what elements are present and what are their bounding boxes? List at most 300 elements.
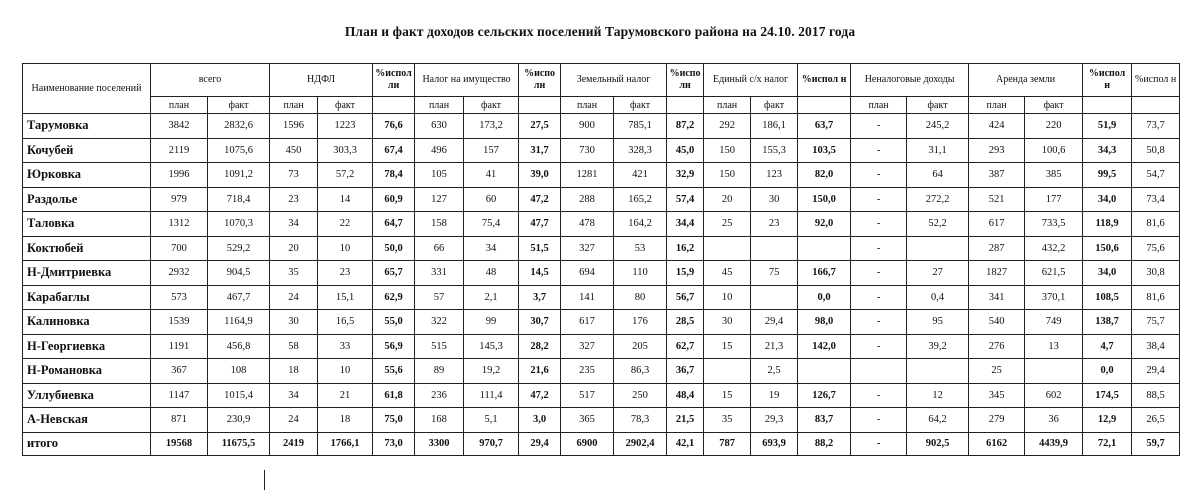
table-row <box>23 163 1180 188</box>
table-cell: 164,2 <box>614 212 667 237</box>
table-cell: 34 <box>464 236 519 261</box>
table-cell: 29,3 <box>751 408 798 433</box>
table-cell: 98,0 <box>798 310 851 335</box>
sub-fact: факт <box>751 97 798 114</box>
table-cell: 63,7 <box>798 114 851 139</box>
sub-empty <box>1083 97 1132 114</box>
table-cell: 47,2 <box>519 187 561 212</box>
header-pct-agri: %испол н <box>798 64 851 97</box>
table-cell: 220 <box>1025 114 1083 139</box>
table-cell: 14,5 <box>519 261 561 286</box>
sub-empty <box>1132 97 1180 114</box>
table-cell: 73,0 <box>373 432 415 455</box>
table-cell: 12 <box>907 383 969 408</box>
table-cell: 10 <box>704 285 751 310</box>
table-cell: 288 <box>561 187 614 212</box>
table-cell: 23 <box>751 212 798 237</box>
sub-fact: факт <box>907 97 969 114</box>
table-row <box>23 187 1180 212</box>
table-cell: 621,5 <box>1025 261 1083 286</box>
table-cell: 785,1 <box>614 114 667 139</box>
table-cell: 293 <box>969 138 1025 163</box>
table-cell: - <box>851 236 907 261</box>
table-cell: 733,5 <box>1025 212 1083 237</box>
table-cell: 19,2 <box>464 359 519 384</box>
table-cell: 367 <box>151 359 208 384</box>
table-cell: 150 <box>704 163 751 188</box>
header-total-income: всего <box>151 64 270 97</box>
table-cell: 31,1 <box>907 138 969 163</box>
table-cell: 57,4 <box>667 187 704 212</box>
sub-empty <box>667 97 704 114</box>
sub-empty <box>519 97 561 114</box>
table-cell: 2419 <box>270 432 318 455</box>
table-cell: 749 <box>1025 310 1083 335</box>
table-cell: 34 <box>270 212 318 237</box>
table-cell: 28,5 <box>667 310 704 335</box>
table-cell: 60,9 <box>373 187 415 212</box>
table-cell: 95 <box>907 310 969 335</box>
table-cell: 16,5 <box>318 310 373 335</box>
settlement-name: Тарумовка <box>23 114 151 139</box>
table-cell: 21 <box>318 383 373 408</box>
table-row <box>23 236 1180 261</box>
header-row-sub <box>23 97 1180 114</box>
table-cell: 245,2 <box>907 114 969 139</box>
table-cell: 76,6 <box>373 114 415 139</box>
table-cell: 1827 <box>969 261 1025 286</box>
table-cell: - <box>851 432 907 455</box>
table-cell: 1091,2 <box>208 163 270 188</box>
table-cell <box>1025 359 1083 384</box>
table-cell: 1015,4 <box>208 383 270 408</box>
table-cell: 1996 <box>151 163 208 188</box>
table-cell: 64 <box>907 163 969 188</box>
table-cell: 25 <box>969 359 1025 384</box>
header-property-tax: Налог на имущество <box>415 64 519 97</box>
table-cell: 3300 <box>415 432 464 455</box>
table-cell: 73,4 <box>1132 187 1180 212</box>
scan-mark <box>264 470 265 490</box>
table-cell: 158 <box>415 212 464 237</box>
header-non-tax-income: Неналоговые доходы <box>851 64 969 97</box>
table-cell: 1539 <box>151 310 208 335</box>
table-row <box>23 310 1180 335</box>
table-cell: 902,5 <box>907 432 969 455</box>
table-row <box>23 359 1180 384</box>
table-cell: 21,5 <box>667 408 704 433</box>
table-row <box>23 383 1180 408</box>
settlement-name: Карабаглы <box>23 285 151 310</box>
table-cell: 80 <box>614 285 667 310</box>
table-cell: 205 <box>614 334 667 359</box>
table-cell: - <box>851 310 907 335</box>
table-cell <box>907 359 969 384</box>
table-cell: 27 <box>907 261 969 286</box>
table-cell: 6900 <box>561 432 614 455</box>
table-cell: 88,2 <box>798 432 851 455</box>
table-cell: 730 <box>561 138 614 163</box>
table-row <box>23 138 1180 163</box>
table-cell: 29,4 <box>1132 359 1180 384</box>
table-cell: 421 <box>614 163 667 188</box>
table-cell: 27,5 <box>519 114 561 139</box>
table-cell: 75,7 <box>1132 310 1180 335</box>
table-cell: 126,7 <box>798 383 851 408</box>
table-cell: 89 <box>415 359 464 384</box>
table-cell: 56,9 <box>373 334 415 359</box>
table-cell <box>851 359 907 384</box>
table-cell: 456,8 <box>208 334 270 359</box>
sub-fact: факт <box>614 97 667 114</box>
table-cell: 19568 <box>151 432 208 455</box>
table-cell: 3842 <box>151 114 208 139</box>
table-cell: 365 <box>561 408 614 433</box>
table-cell: 230,9 <box>208 408 270 433</box>
table-cell: 279 <box>969 408 1025 433</box>
table-cell: 871 <box>151 408 208 433</box>
table-cell: 24 <box>270 285 318 310</box>
table-cell: 385 <box>1025 163 1083 188</box>
table-cell: 328,3 <box>614 138 667 163</box>
settlement-name: Н-Дмитриевка <box>23 261 151 286</box>
table-cell: 166,7 <box>798 261 851 286</box>
table-cell: 515 <box>415 334 464 359</box>
table-cell: 529,2 <box>208 236 270 261</box>
table-cell: 42,1 <box>667 432 704 455</box>
table-cell: 45,0 <box>667 138 704 163</box>
table-cell: 1075,6 <box>208 138 270 163</box>
table-cell: 82,0 <box>798 163 851 188</box>
table-row <box>23 285 1180 310</box>
table-cell: 1070,3 <box>208 212 270 237</box>
table-cell: 105 <box>415 163 464 188</box>
table-cell: 31,7 <box>519 138 561 163</box>
table-cell: 20 <box>704 187 751 212</box>
table-cell: 292 <box>704 114 751 139</box>
table-cell: 478 <box>561 212 614 237</box>
table-cell: 287 <box>969 236 1025 261</box>
table-cell: 86,3 <box>614 359 667 384</box>
table-cell: 11675,5 <box>208 432 270 455</box>
table-cell: 540 <box>969 310 1025 335</box>
table-cell: 15,1 <box>318 285 373 310</box>
header-pct-ndfl: %испол ли <box>373 64 415 97</box>
table-cell: 38,4 <box>1132 334 1180 359</box>
table-cell: 2932 <box>151 261 208 286</box>
table-cell: 47,2 <box>519 383 561 408</box>
table-cell: 127 <box>415 187 464 212</box>
table-cell: 327 <box>561 236 614 261</box>
table-cell: 157 <box>464 138 519 163</box>
table-cell: 617 <box>561 310 614 335</box>
table-cell: 517 <box>561 383 614 408</box>
table-cell <box>704 236 751 261</box>
table-cell: 24 <box>270 408 318 433</box>
sub-plan: план <box>415 97 464 114</box>
table-cell: 0,4 <box>907 285 969 310</box>
settlement-name: Коктюбей <box>23 236 151 261</box>
table-cell: 39,0 <box>519 163 561 188</box>
table-cell: 65,7 <box>373 261 415 286</box>
header-agri-tax: Единый с/х налог <box>704 64 798 97</box>
table-cell: 60 <box>464 187 519 212</box>
table-cell: 62,7 <box>667 334 704 359</box>
table-cell: 36 <box>1025 408 1083 433</box>
table-cell: - <box>851 212 907 237</box>
table-cell: - <box>851 187 907 212</box>
table-cell: 174,5 <box>1083 383 1132 408</box>
table-cell: 4,7 <box>1083 334 1132 359</box>
table-cell: 103,5 <box>798 138 851 163</box>
table-cell: 30,7 <box>519 310 561 335</box>
sub-empty <box>798 97 851 114</box>
table-cell: 72,1 <box>1083 432 1132 455</box>
table-cell: 66 <box>415 236 464 261</box>
table-cell: 10 <box>318 236 373 261</box>
table-cell: 18 <box>270 359 318 384</box>
table-cell: 29,4 <box>519 432 561 455</box>
table-cell: 29,4 <box>751 310 798 335</box>
table-cell: - <box>851 408 907 433</box>
header-land-tax: Земельный налог <box>561 64 667 97</box>
table-cell: 424 <box>969 114 1025 139</box>
table-cell: 14 <box>318 187 373 212</box>
table-cell: 41 <box>464 163 519 188</box>
table-cell: 387 <box>969 163 1025 188</box>
table-cell <box>751 285 798 310</box>
table-cell: 52,2 <box>907 212 969 237</box>
table-cell <box>798 236 851 261</box>
table-cell: 0,0 <box>798 285 851 310</box>
table-cell: 370,1 <box>1025 285 1083 310</box>
header-pct-land: %испо лн <box>667 64 704 97</box>
table-body <box>23 114 1180 456</box>
table-cell: 1223 <box>318 114 373 139</box>
sub-plan: план <box>270 97 318 114</box>
table-cell: 100,6 <box>1025 138 1083 163</box>
table-cell: 123 <box>751 163 798 188</box>
table-cell: 87,2 <box>667 114 704 139</box>
table-cell: 75 <box>751 261 798 286</box>
table-cell: 55,6 <box>373 359 415 384</box>
table-cell: 56,7 <box>667 285 704 310</box>
table-row <box>23 114 1180 139</box>
table-cell: 235 <box>561 359 614 384</box>
table-cell: 345 <box>969 383 1025 408</box>
table-cell: 1596 <box>270 114 318 139</box>
table-cell <box>704 359 751 384</box>
table-cell: 573 <box>151 285 208 310</box>
table-cell: 970,7 <box>464 432 519 455</box>
table-cell: 51,9 <box>1083 114 1132 139</box>
table-cell: 15 <box>704 383 751 408</box>
settlement-name: Калиновка <box>23 310 151 335</box>
table-cell: 21,6 <box>519 359 561 384</box>
table-cell: 23 <box>270 187 318 212</box>
table-cell: 50,8 <box>1132 138 1180 163</box>
header-land-rent: Аренда земли <box>969 64 1083 97</box>
table-cell: 22 <box>318 212 373 237</box>
page-title: План и факт доходов сельских поселений Тарумовского района на 24.10. 2017 года <box>344 24 856 39</box>
table-cell: 168 <box>415 408 464 433</box>
table-cell: 88,5 <box>1132 383 1180 408</box>
table-cell: 145,3 <box>464 334 519 359</box>
table-cell: 250 <box>614 383 667 408</box>
table-cell: 19 <box>751 383 798 408</box>
table-cell: 53 <box>614 236 667 261</box>
table-cell: 67,4 <box>373 138 415 163</box>
table-cell: 0,0 <box>1083 359 1132 384</box>
table-cell: 118,9 <box>1083 212 1132 237</box>
settlement-name: Н-Георгиевка <box>23 334 151 359</box>
table-cell: 276 <box>969 334 1025 359</box>
table-cell: 36,7 <box>667 359 704 384</box>
table-cell: - <box>851 285 907 310</box>
header-name: Наименование поселений <box>23 64 151 114</box>
sub-fact: факт <box>1025 97 1083 114</box>
table-cell: 39,2 <box>907 334 969 359</box>
table-cell: 327 <box>561 334 614 359</box>
table-row <box>23 261 1180 286</box>
table-cell: 20 <box>270 236 318 261</box>
table-cell: 12,9 <box>1083 408 1132 433</box>
table-cell: 34,0 <box>1083 261 1132 286</box>
settlement-name: Юрковка <box>23 163 151 188</box>
table-cell: 25 <box>704 212 751 237</box>
table-cell: 99,5 <box>1083 163 1132 188</box>
sub-plan: план <box>851 97 907 114</box>
table-cell: 4439,9 <box>1025 432 1083 455</box>
table-cell: 83,7 <box>798 408 851 433</box>
table-cell: 81,6 <box>1132 285 1180 310</box>
header-ndfl: НДФЛ <box>270 64 373 97</box>
table-cell: 186,1 <box>751 114 798 139</box>
table-cell: 150 <box>704 138 751 163</box>
table-cell: 150,6 <box>1083 236 1132 261</box>
sub-plan: план <box>969 97 1025 114</box>
table-cell: 34,0 <box>1083 187 1132 212</box>
table-cell: 16,2 <box>667 236 704 261</box>
header-row-top <box>23 64 1180 97</box>
table-cell: 331 <box>415 261 464 286</box>
table-cell: 694 <box>561 261 614 286</box>
table-cell: 1312 <box>151 212 208 237</box>
table-cell: 78,4 <box>373 163 415 188</box>
table-cell: 155,3 <box>751 138 798 163</box>
table-cell: 303,3 <box>318 138 373 163</box>
table-cell: 272,2 <box>907 187 969 212</box>
table-cell: 521 <box>969 187 1025 212</box>
sub-fact: факт <box>318 97 373 114</box>
table-cell: 48 <box>464 261 519 286</box>
table-cell: - <box>851 163 907 188</box>
table-cell: 64,7 <box>373 212 415 237</box>
table-cell: 62,9 <box>373 285 415 310</box>
table-cell <box>798 359 851 384</box>
settlement-name: Таловка <box>23 212 151 237</box>
table-cell: 34,4 <box>667 212 704 237</box>
table-cell: - <box>851 138 907 163</box>
table-cell: - <box>851 383 907 408</box>
header-pct-total: %испол н <box>1132 64 1180 97</box>
table-cell: 15,9 <box>667 261 704 286</box>
table-cell: 51,5 <box>519 236 561 261</box>
table-cell: 3,7 <box>519 285 561 310</box>
table-cell: 5,1 <box>464 408 519 433</box>
table-cell: 150,0 <box>798 187 851 212</box>
income-table <box>22 63 1180 456</box>
table-cell: 55,0 <box>373 310 415 335</box>
table-cell: 50,0 <box>373 236 415 261</box>
table-cell: 15 <box>704 334 751 359</box>
table-cell: 111,4 <box>464 383 519 408</box>
sub-plan: план <box>151 97 208 114</box>
table-cell: 32,9 <box>667 163 704 188</box>
table-cell: 57,2 <box>318 163 373 188</box>
table-cell: 979 <box>151 187 208 212</box>
header-pct-property: %испо лн <box>519 64 561 97</box>
table-cell: 142,0 <box>798 334 851 359</box>
table-cell: 173,2 <box>464 114 519 139</box>
table-cell: 693,9 <box>751 432 798 455</box>
table-cell: 35 <box>704 408 751 433</box>
settlement-name: Уллубиевка <box>23 383 151 408</box>
table-cell: 2832,6 <box>208 114 270 139</box>
table-cell: 57 <box>415 285 464 310</box>
settlement-name: Кочубей <box>23 138 151 163</box>
table-cell: 322 <box>415 310 464 335</box>
table-cell: 900 <box>561 114 614 139</box>
table-cell: 110 <box>614 261 667 286</box>
table-cell: 718,4 <box>208 187 270 212</box>
table-cell: 30 <box>270 310 318 335</box>
table-cell: 177 <box>1025 187 1083 212</box>
table-cell: 47,7 <box>519 212 561 237</box>
table-row <box>23 212 1180 237</box>
table-cell: 34 <box>270 383 318 408</box>
table-cell: 496 <box>415 138 464 163</box>
table-cell: 59,7 <box>1132 432 1180 455</box>
table-cell: 1164,9 <box>208 310 270 335</box>
table-cell: 904,5 <box>208 261 270 286</box>
table-cell: 30,8 <box>1132 261 1180 286</box>
table-cell: 165,2 <box>614 187 667 212</box>
table-cell: - <box>851 114 907 139</box>
table-cell: 54,7 <box>1132 163 1180 188</box>
table-cell: 99 <box>464 310 519 335</box>
table-cell: 35 <box>270 261 318 286</box>
table-cell: 73 <box>270 163 318 188</box>
table-cell: 75,6 <box>1132 236 1180 261</box>
table-cell <box>907 236 969 261</box>
table-cell: 10 <box>318 359 373 384</box>
table-row <box>23 408 1180 433</box>
table-cell: 48,4 <box>667 383 704 408</box>
table-cell: 2119 <box>151 138 208 163</box>
table-cell: 1191 <box>151 334 208 359</box>
table-cell: 34,3 <box>1083 138 1132 163</box>
sub-fact: факт <box>464 97 519 114</box>
table-cell: 602 <box>1025 383 1083 408</box>
table-cell: 75,4 <box>464 212 519 237</box>
settlement-name: А-Невская <box>23 408 151 433</box>
table-cell: - <box>851 334 907 359</box>
table-cell: 64,2 <box>907 408 969 433</box>
table-cell: - <box>851 261 907 286</box>
table-cell: 92,0 <box>798 212 851 237</box>
table-cell: 2,5 <box>751 359 798 384</box>
